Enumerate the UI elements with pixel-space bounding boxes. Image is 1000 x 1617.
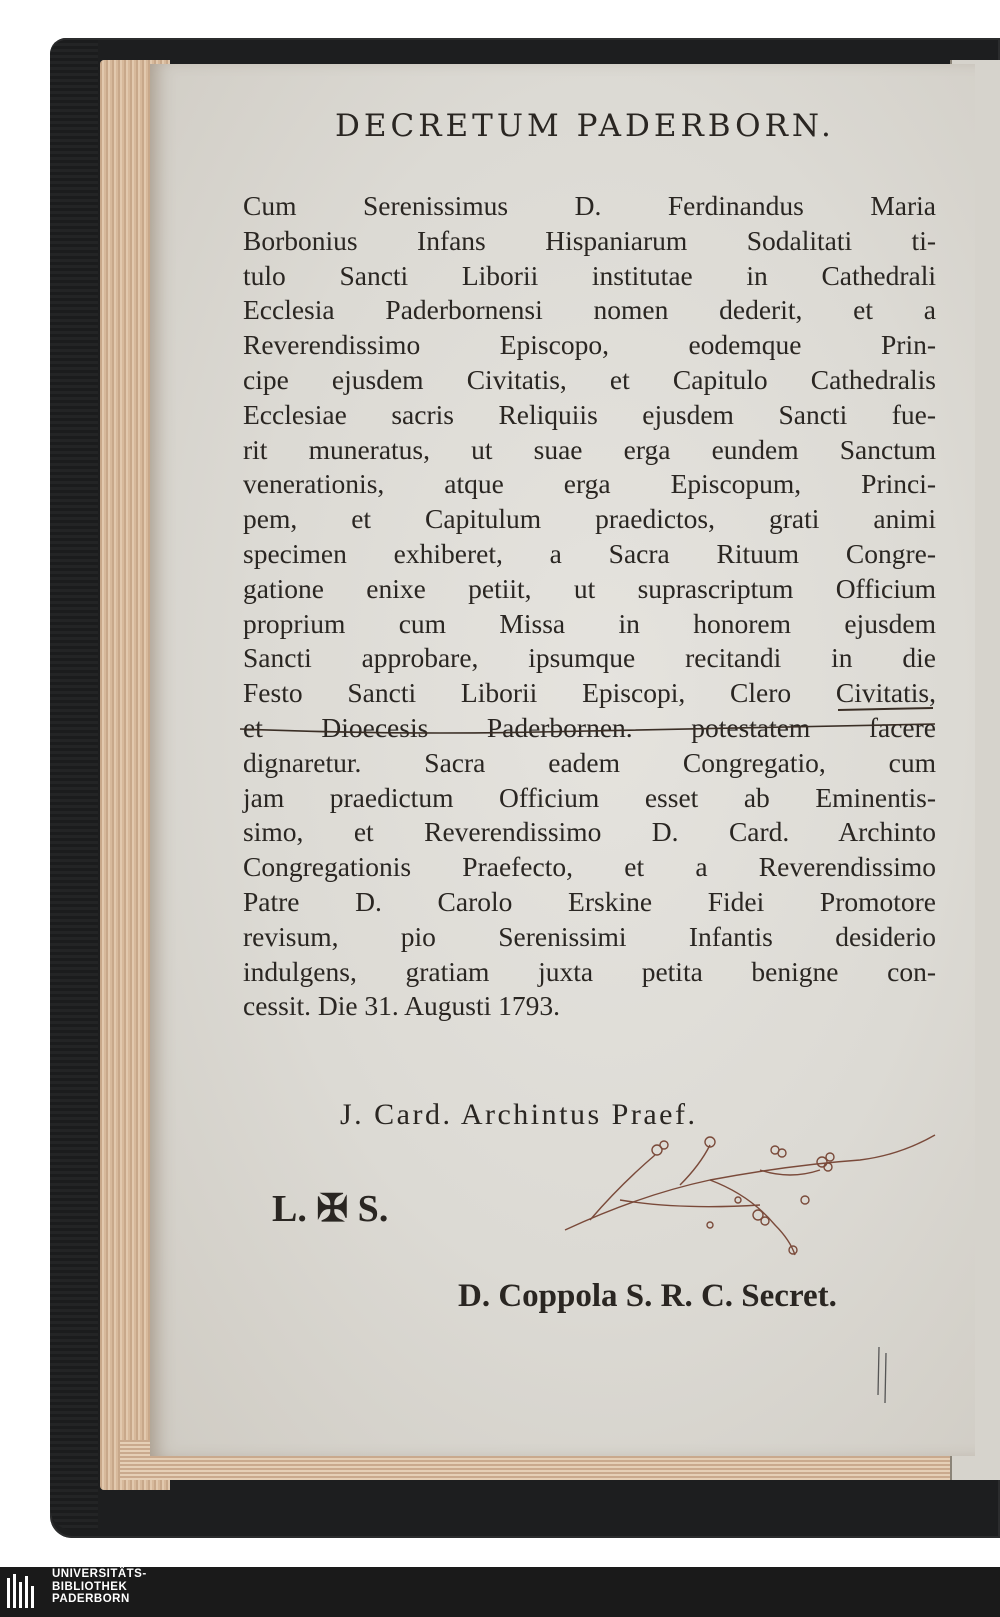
body-line: jam praedictum Officium esset ab Eminentis- (243, 781, 936, 813)
body-line: gatione enixe petiit, ut suprascriptum Officium (243, 572, 936, 604)
body-line: venerationis, atque erga Episcopum, Princi- (243, 468, 936, 500)
body-line: Cum Serenissimus D. Ferdinandus Maria (243, 190, 936, 221)
body-line: simo, et Reverendissimo D. Card. Archinto (243, 816, 936, 848)
body-line: cipe ejusdem Civitatis, et Capitulo Cathedralis (243, 363, 936, 395)
handwritten-underline (240, 700, 940, 740)
library-footer (0, 1567, 1000, 1617)
logo-line: UNIVERSITÄTS- (52, 1568, 147, 1580)
secretary-signature: D. Coppola S. R. C. Secret. (458, 1278, 837, 1314)
seal-mark: L. ✠ S. (272, 1188, 389, 1230)
body-line: et Dioecesis Paderbornen. potestatem facere (243, 711, 936, 743)
body-line: Sancti approbare, ipsumque recitandi in die (243, 642, 936, 674)
page-title: DECRETUM PADERBORN. (335, 108, 835, 144)
body-line: revisum, pio Serenissimi Infantis desiderio (243, 920, 936, 952)
prefect-signature: J. Card. Archintus Praef. (340, 1098, 698, 1131)
body-line: tulo Sancti Liborii institutae in Cathedrali (243, 259, 936, 291)
library-logo-text (52, 1568, 147, 1606)
body-line: Congregationis Praefecto, et a Reverendissimo (243, 851, 936, 883)
body-line: pem, et Capitulum praedictos, grati animi (243, 503, 936, 535)
pencil-mark (873, 1345, 893, 1405)
book-cover-spine (50, 40, 98, 1530)
body-line: rit muneratus, ut suae erga eundem Sanctum (243, 433, 936, 465)
body-line: Festo Sancti Liborii Episcopi, Clero Civitatis, (243, 677, 936, 709)
body-line: specimen exhiberet, a Sacra Rituum Congre- (243, 537, 936, 569)
handwritten-flower-sketch (560, 1125, 940, 1265)
body-line: Reverendissimo Episcopo, eodemque Prin- (243, 329, 936, 361)
logo-line: PADERBORN (52, 1593, 130, 1605)
body-line: Borbonius Infans Hispaniarum Sodalitati ti- (243, 224, 936, 256)
logo-line: BIBLIOTHEK (52, 1580, 128, 1593)
body-line: Patre D. Carolo Erskine Fidei Promotore (243, 885, 936, 917)
body-line: Ecclesia Paderbornensi nomen dederit, et a (243, 294, 936, 326)
body-line: proprium cum Missa in honorem ejusdem (243, 607, 936, 639)
body-line: indulgens, gratiam juxta petita benigne con- (243, 955, 936, 987)
body-line: dignaretur. Sacra eadem Congregatio, cum (243, 746, 936, 778)
library-logo-icon (6, 1572, 42, 1610)
body-line: Ecclesiae sacris Reliquiis ejusdem Sancti fue- (243, 398, 936, 430)
body-line: cessit. Die 31. Augusti 1793. (243, 990, 561, 1022)
decree-body (243, 189, 943, 1024)
